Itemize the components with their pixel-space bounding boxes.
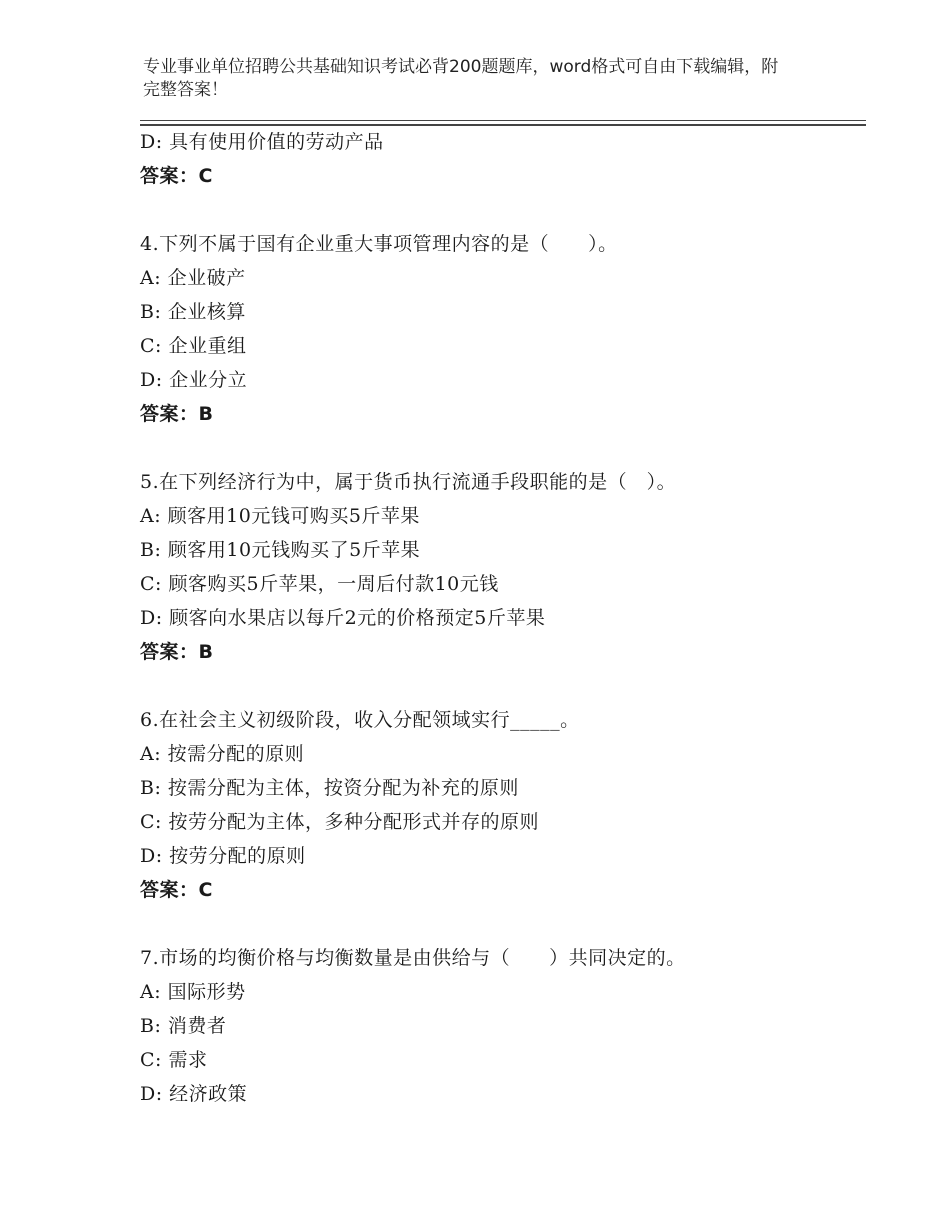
question-text: 4.下列不属于国有企业重大事项管理内容的是（ ）。 bbox=[140, 233, 618, 255]
option-text: C: 按劳分配为主体，多种分配形式并存的原则 bbox=[140, 811, 539, 833]
option-text: B: 按需分配为主体，按资分配为补充的原则 bbox=[140, 777, 519, 799]
option-text: C: 需求 bbox=[140, 1049, 208, 1071]
option-text: D: 企业分立 bbox=[140, 369, 248, 391]
answer-text: 答案：B bbox=[140, 641, 214, 663]
question-text: 5.在下列经济行为中，属于货币执行流通手段职能的是（ ）。 bbox=[140, 471, 677, 493]
option-text: D: 具有使用价值的劳动产品 bbox=[140, 131, 384, 153]
header-rule-thin bbox=[140, 120, 866, 121]
question-block-6 bbox=[140, 703, 860, 907]
spacer bbox=[140, 193, 860, 227]
spacer bbox=[140, 431, 860, 465]
option-text: A: 顾客用10元钱可购买5斤苹果 bbox=[140, 505, 420, 527]
question-block-7 bbox=[140, 941, 860, 1111]
spacer bbox=[140, 907, 860, 941]
spacer bbox=[140, 669, 860, 703]
question-text: 7.市场的均衡价格与均衡数量是由供给与（ ）共同决定的。 bbox=[140, 947, 686, 969]
option-text: A: 按需分配的原则 bbox=[140, 743, 305, 765]
option-text: C: 企业重组 bbox=[140, 335, 247, 357]
option-text: A: 国际形势 bbox=[140, 981, 246, 1003]
option-text: B: 顾客用10元钱购买了5斤苹果 bbox=[140, 539, 421, 561]
document-header: 专业事业单位招聘公共基础知识考试必背200题题库，word格式可自由下载编辑，附完整答案！ bbox=[143, 57, 779, 100]
option-text: D: 顾客向水果店以每斤2元的价格预定5斤苹果 bbox=[140, 607, 546, 629]
question-block-5 bbox=[140, 465, 860, 669]
answer-text: 答案：B bbox=[140, 403, 214, 425]
option-text: C: 顾客购买5斤苹果，一周后付款10元钱 bbox=[140, 573, 499, 595]
answer-text: 答案：C bbox=[140, 165, 213, 187]
option-text: D: 经济政策 bbox=[140, 1083, 248, 1105]
question-text: 6.在社会主义初级阶段，收入分配领域实行_____。 bbox=[140, 709, 580, 731]
option-text: B: 企业核算 bbox=[140, 301, 246, 323]
option-text: D: 按劳分配的原则 bbox=[140, 845, 306, 867]
question-block-4 bbox=[140, 227, 860, 431]
option-text: B: 消费者 bbox=[140, 1015, 227, 1037]
answer-text: 答案：C bbox=[140, 879, 213, 901]
option-text: A: 企业破产 bbox=[140, 267, 246, 289]
document-body bbox=[140, 125, 860, 1111]
